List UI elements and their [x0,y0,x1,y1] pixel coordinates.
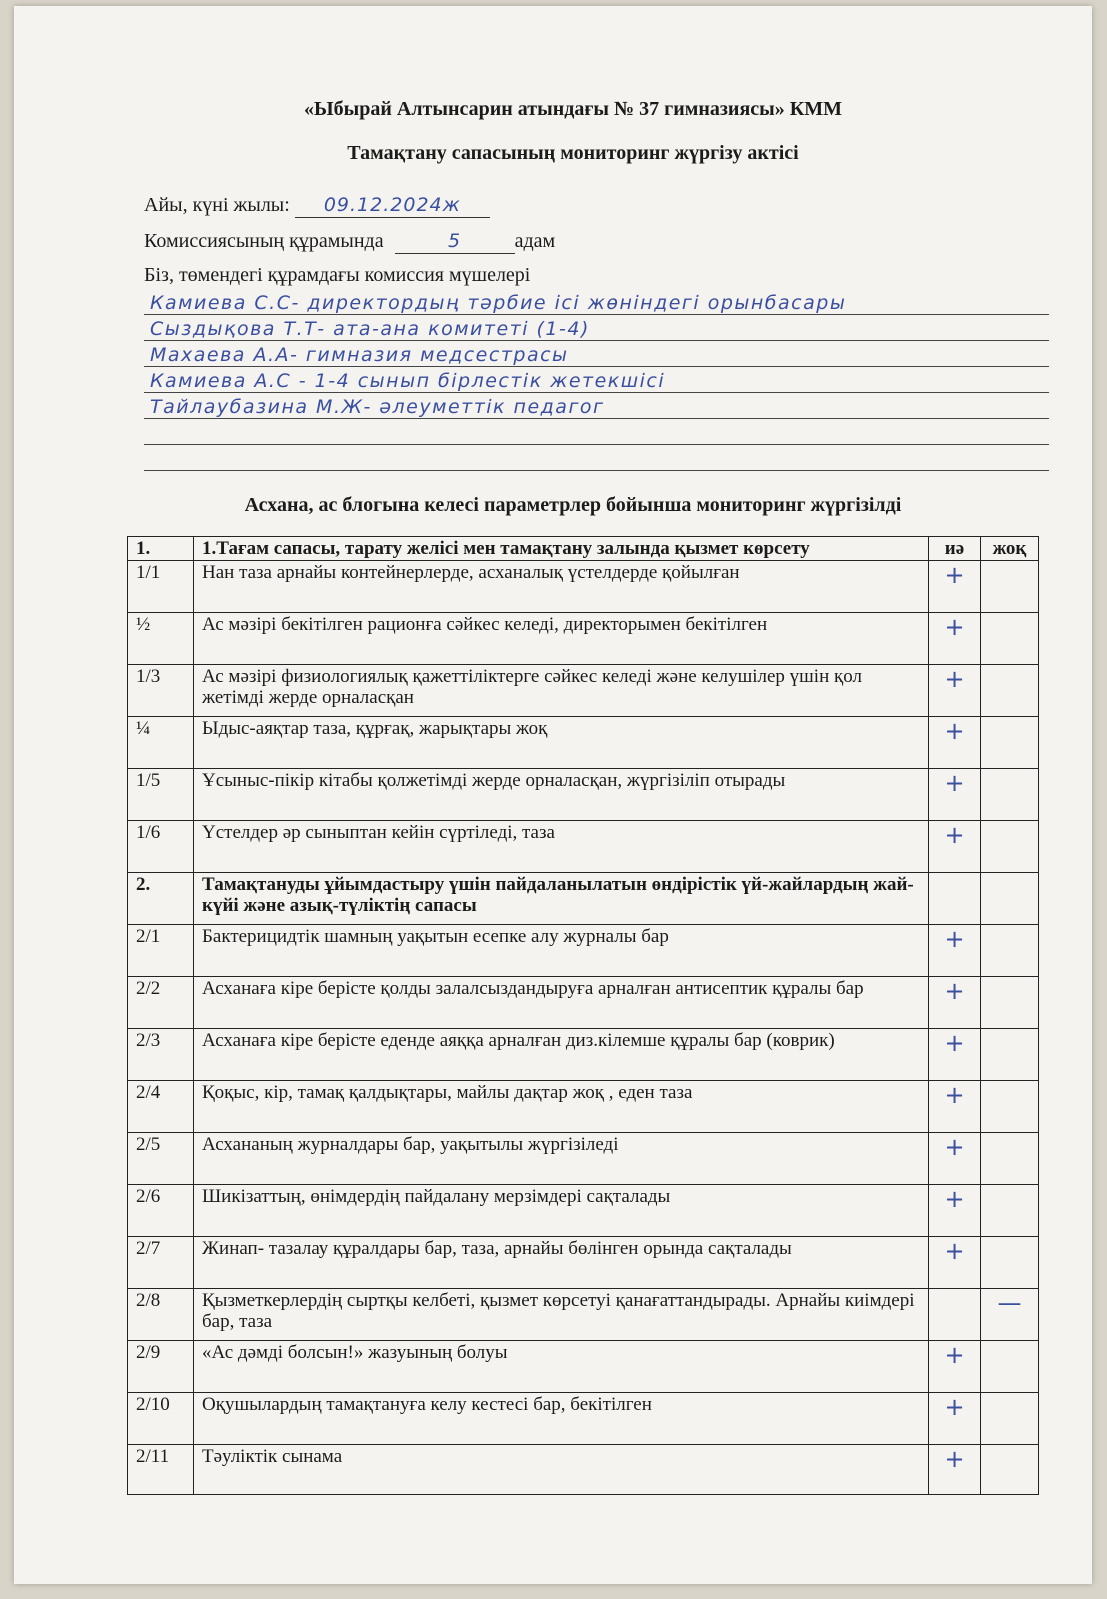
member-name: Тайлаубазина М.Ж- әлеуметтік педагог [150,396,605,418]
yes-mark: + [944,665,965,693]
row-criterion: Нан таза арнайы контейнерлерде, асханалық үстелдерде қойылған [194,561,929,613]
row-number: 2/4 [128,1081,194,1133]
row-criterion: Ұсыныс-пікір кітабы қолжетімді жерде орналасқан, жүргізіліп отырады [194,769,929,821]
members-label: Біз, төмендегі құрамдағы комиссия мүшелері [144,264,531,286]
row-criterion: Тамақтануды ұйымдастыру үшін пайдаланылатын өндірістік үй-жайлардың жай-күйі және азық-түліктің сапасы [194,873,929,925]
row-criterion: Бактерицидтік шамның уақытын есепке алу журналы бар [194,925,929,977]
no-cell [981,977,1039,1029]
yes-cell [929,769,981,821]
row-number: 2/6 [128,1185,194,1237]
row-number: 2/1 [128,925,194,977]
member-name: Махаева А.А- гимназия медсестрасы [150,344,569,366]
date-underline [295,194,490,218]
yes-cell [929,613,981,665]
row-number: ½ [128,613,194,665]
yes-cell [929,1029,981,1081]
member-name: Камиева С.С- директордың тәрбие ісі жөніндегі орынбасары [150,292,847,314]
row-criterion: «Ас дәмді болсын!» жазуының болуы [194,1341,929,1393]
yes-mark: + [944,1393,965,1421]
no-cell [981,1289,1039,1341]
section-title: Асхана, ас блогына келесі параметрлер бойынша мониторинг жүргізілді [244,494,902,516]
member-line [144,366,1049,393]
yes-mark: + [944,613,965,641]
table-row [128,1237,1039,1289]
row-number: 1/6 [128,821,194,873]
row-number: 2/3 [128,1029,194,1081]
table-row [128,769,1039,821]
commission-underline [395,230,515,254]
no-cell [981,561,1039,613]
no-cell [981,613,1039,665]
table-row [128,717,1039,769]
yes-mark: + [944,821,965,849]
date-label: Айы, күні жылы: [144,194,290,216]
no-cell [981,1133,1039,1185]
row-criterion: Асхананың журналдары бар, уақытылы жүргізіледі [194,1133,929,1185]
row-criterion: Қоқыс, кір, тамақ қалдықтары, майлы дақтар жоқ , еден таза [194,1081,929,1133]
table-row [128,613,1039,665]
no-column-header: жоқ [981,537,1039,561]
member-line-blank [144,444,1049,471]
row-criterion: Қызметкерлердің сыртқы келбеті, қызмет көрсетуі қанағаттандырады. Арнайы киімдері бар, таза [194,1289,929,1341]
row-criterion: Асханаға кіре берісте еденде аяққа арналған диз.кілемше құралы бар (коврик) [194,1029,929,1081]
yes-mark: + [944,1133,965,1161]
commission-row [144,230,555,254]
yes-cell [929,925,981,977]
table-row [128,925,1039,977]
row-number: 1/1 [128,561,194,613]
row-number: 2/2 [128,977,194,1029]
no-cell [981,1393,1039,1445]
yes-cell [929,821,981,873]
row-number: 2/9 [128,1341,194,1393]
yes-mark: + [944,717,965,745]
row-number: ¼ [128,717,194,769]
row-criterion: Тәуліктік сынама [194,1445,929,1495]
date-value: 09.12.2024ж [323,194,461,216]
yes-cell [929,1289,981,1341]
table-row [128,1185,1039,1237]
table-row [128,1445,1039,1495]
row-criterion: Асханаға кіре берісте қолды залалсыздандыруға арналған антисептик құралы бар [194,977,929,1029]
act-title: Тамақтану сапасының мониторинг жүргізу актісі [347,142,799,164]
yes-mark: + [944,1029,965,1057]
no-cell [981,873,1039,925]
member-line [144,288,1049,315]
table-row [128,1393,1039,1445]
row-criterion: Ас мәзірі бекітілген рационға сәйкес келеді, директорымен бекітілген [194,613,929,665]
table-row [128,1289,1039,1341]
row-criterion: Жинап- тазалау құралдары бар, таза, арнайы бөлінген орында сақталады [194,1237,929,1289]
yes-cell [929,1237,981,1289]
member-line-blank [144,418,1049,445]
monitoring-table-body [128,537,1039,1495]
organization-title: «Ыбырай Алтынсарин атындағы № 37 гимназиясы» КММ [303,98,843,120]
yes-cell [929,561,981,613]
yes-cell [929,1393,981,1445]
yes-mark: + [944,1081,965,1109]
row-number: 2/7 [128,1237,194,1289]
commission-label: Комиссиясының құрамында [144,230,384,252]
row-criterion: Ас мәзірі физиологиялық қажеттіліктерге сәйкес келеді және келушілер үшін қол жетімді жерде орналасқан [194,665,929,717]
yes-mark: + [944,1185,965,1213]
no-cell [981,769,1039,821]
row-criterion: Шикізаттың, өнімдердің пайдалану мерзімдері сақталады [194,1185,929,1237]
table-row [128,561,1039,613]
date-row [144,194,490,218]
yes-column-header: иә [929,537,981,561]
yes-cell [929,873,981,925]
yes-mark: + [944,977,965,1005]
yes-cell [929,665,981,717]
yes-mark: + [944,925,965,953]
row-criterion: Ыдыс-аяқтар таза, құрғақ, жарықтары жоқ [194,717,929,769]
no-cell [981,1341,1039,1393]
member-line [144,392,1049,419]
row-criterion: Оқушылардың тамақтануға келу кестесі бар, бекітілген [194,1393,929,1445]
member-line [144,340,1049,367]
yes-mark: + [944,1341,965,1369]
row-number: 1/5 [128,769,194,821]
yes-cell [929,1445,981,1495]
row-number: 2. [128,873,194,925]
row-number: 2/5 [128,1133,194,1185]
no-cell [981,717,1039,769]
table-row [128,1133,1039,1185]
row-criterion: Үстелдер әр сыныптан кейін сүртіледі, таза [194,821,929,873]
yes-cell [929,1185,981,1237]
table-row [128,665,1039,717]
yes-mark: + [944,1445,965,1473]
no-mark: — [997,1289,1022,1317]
no-cell [981,1237,1039,1289]
yes-mark: + [944,769,965,797]
yes-mark: + [944,561,965,589]
member-name: Сыздықова Т.Т- ата-ана комитеті (1-4) [150,318,590,340]
row-number: 1/3 [128,665,194,717]
commission-count: 5 [448,230,462,252]
no-cell [981,1445,1039,1495]
row-criterion: 1.Тағам сапасы, тарату желісі мен тамақтану залында қызмет көрсету [194,537,929,561]
yes-cell [929,977,981,1029]
table-section-row [128,873,1039,925]
no-cell [981,925,1039,977]
no-cell [981,1029,1039,1081]
row-number: 2/11 [128,1445,194,1495]
yes-mark: + [944,1237,965,1265]
row-number: 1. [128,537,194,561]
no-cell [981,1081,1039,1133]
table-row [128,1081,1039,1133]
yes-cell [929,1081,981,1133]
commission-unit: адам [514,230,556,252]
table-section-row [128,537,1039,561]
table-row [128,821,1039,873]
row-number: 2/10 [128,1393,194,1445]
no-cell [981,1185,1039,1237]
table-row [128,1029,1039,1081]
table-row [128,977,1039,1029]
row-number: 2/8 [128,1289,194,1341]
yes-cell [929,1341,981,1393]
member-name: Камиева А.С - 1-4 сынып бірлестік жетекшісі [150,370,666,392]
member-line [144,314,1049,341]
no-cell [981,821,1039,873]
yes-cell [929,717,981,769]
yes-cell [929,1133,981,1185]
no-cell [981,665,1039,717]
document-page [14,6,1092,1584]
monitoring-table [127,536,1039,1495]
table-row [128,1341,1039,1393]
